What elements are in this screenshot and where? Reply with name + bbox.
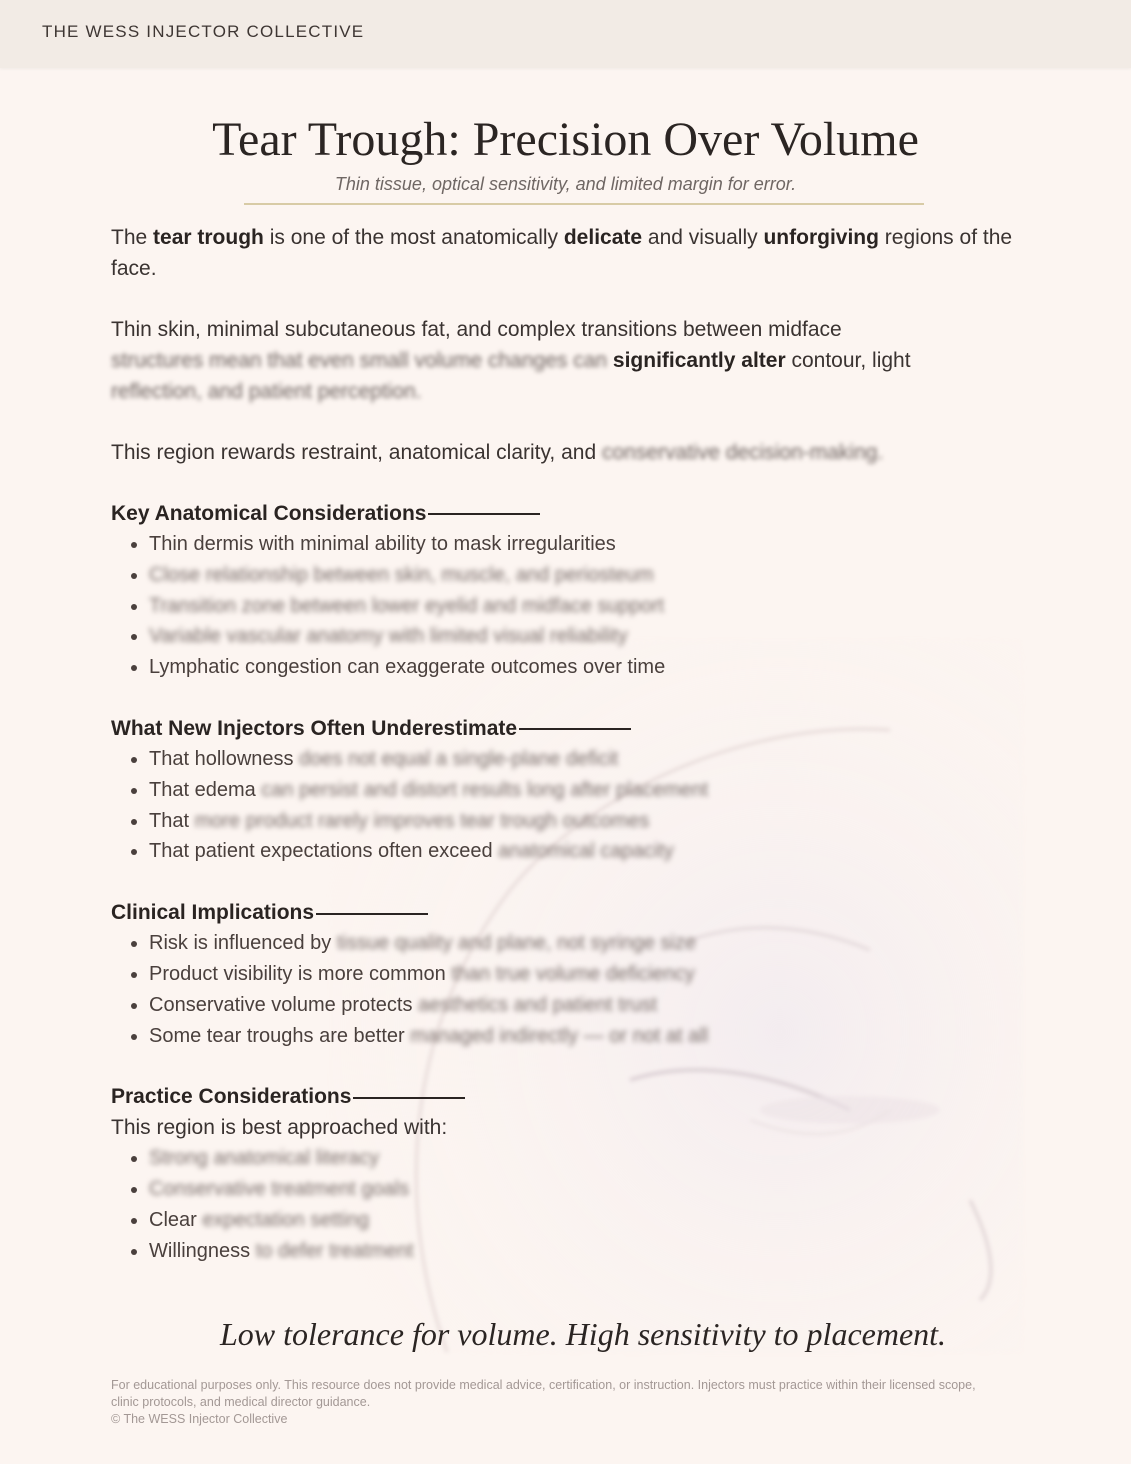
sections (111, 498, 1041, 1267)
list-item-text-faded: anatomical capacity (498, 840, 674, 863)
heading-rule (519, 728, 631, 730)
text: and visually (642, 226, 764, 249)
text: structures mean that even small volume changes can (111, 349, 613, 372)
list-item (149, 775, 1041, 806)
list-item-text: Risk is influenced by (149, 932, 337, 955)
list-item (149, 1174, 1041, 1205)
list-item-text-faded: tissue quality and plane, not syringe size (336, 932, 696, 955)
tissue-paragraph (111, 314, 1041, 407)
brand-name: THE WESS INJECTOR COLLECTIVE (42, 22, 365, 41)
list-item-text: That hollowness (149, 747, 300, 770)
list-item (149, 1143, 1041, 1174)
list-item-text-faded: more product rarely improves tear trough outcomes (194, 809, 650, 832)
section-heading-text: Clinical Implications (111, 901, 315, 925)
text: regions of the face. (111, 226, 1013, 280)
bullet-list (111, 529, 1041, 683)
text: is one of the most anatomically (263, 226, 564, 249)
section-heading-text: Key Anatomical Considerations (111, 502, 427, 525)
list-item (149, 621, 1041, 652)
list-item-text-faded: managed indirectly — or not at all (410, 1024, 709, 1047)
list-item-text: Product visibility is more common (149, 962, 452, 985)
text: This region rewards restraint, anatomical clarity, and (111, 441, 602, 464)
list-item (149, 928, 1041, 959)
list-item-text: Thin dermis with minimal ability to mask irregularities (149, 533, 616, 555)
list-item-text-faded: aesthetics and patient trust (418, 993, 658, 1016)
bullet-list (111, 928, 1041, 1051)
list-item-text: Willingness (149, 1239, 256, 1262)
list-item-text: Some tear troughs are better (149, 1024, 411, 1047)
section-intro: This region is best approached with: (111, 1116, 448, 1140)
list-item-text-faded: can persist and distort results long after placement (261, 778, 709, 801)
list-item (149, 1205, 1041, 1236)
intro-paragraph (111, 222, 1041, 284)
list-item-text-faded: Strong anatomical literacy (149, 1147, 380, 1170)
list-item-text-faded: Conservative treatment goals (149, 1178, 410, 1201)
disclaimer (111, 1377, 1031, 1428)
section-heading (111, 897, 1041, 928)
text: The (111, 226, 154, 249)
text: reflection, and patient perception. (111, 380, 422, 403)
page-subtitle: Thin tissue, optical sensitivity, and limited margin for error. (334, 174, 797, 194)
section-heading (111, 498, 1041, 529)
emphasis: delicate (563, 226, 643, 249)
bullet-list (111, 1143, 1041, 1266)
section-heading-text: Practice Considerations (111, 1085, 352, 1109)
list-item (149, 959, 1041, 990)
disclaimer-line: clinic protocols, and medical director guidance. (111, 1395, 371, 1409)
list-item (149, 806, 1041, 837)
text: Thin skin, minimal subcutaneous fat, and complex transitions between midface (111, 318, 842, 341)
tagline: Low tolerance for volume. High sensitivity to placement. (219, 1316, 947, 1352)
section-heading-text: What New Injectors Often Underestimate (111, 716, 518, 740)
list-item-text: Clear (149, 1208, 203, 1231)
top-bar (0, 0, 1131, 68)
copyright: © The WESS Injector Collective (111, 1412, 288, 1426)
bullet-list (111, 744, 1041, 867)
list-item (149, 836, 1041, 867)
title-divider (244, 203, 924, 205)
disclaimer-line: For educational purposes only. This resource does not provide medical advice, certification, or instruction. Injectors must practice within their licensed scope, (111, 1378, 976, 1392)
list-item (149, 529, 1041, 560)
section-heading (111, 713, 1041, 744)
list-item-text: That edema (149, 778, 262, 801)
list-item (149, 652, 1041, 683)
list-item-text-faded: to defer treatment (255, 1239, 414, 1262)
main-content (111, 222, 1041, 1297)
emphasis: tear trough (153, 226, 264, 249)
list-item-text: Lymphatic congestion can exaggerate outcomes over time (149, 656, 666, 679)
list-item-text: That patient expectations often exceed (149, 840, 499, 863)
heading-rule (316, 913, 428, 915)
list-item (149, 1236, 1041, 1267)
emphasis: unforgiving (763, 226, 879, 249)
list-item-text-faded: does not equal a single-plane deficit (299, 747, 619, 770)
list-item-text: Conservative volume protects (149, 993, 419, 1016)
list-item-text-faded: Variable vascular anatomy with limited visual reliability (149, 625, 628, 648)
section-heading (111, 1081, 1041, 1112)
heading-rule (428, 513, 540, 515)
list-item-text: That (149, 809, 195, 832)
list-item (149, 591, 1041, 622)
heading-rule (353, 1097, 465, 1099)
list-item-text-faded: expectation setting (202, 1208, 370, 1231)
text: conservative decision-making. (601, 441, 884, 464)
page-title: Tear Trough: Precision Over Volume (212, 113, 919, 166)
list-item (149, 744, 1041, 775)
list-item (149, 1021, 1041, 1052)
text: contour, light (785, 349, 911, 372)
list-item (149, 990, 1041, 1021)
emphasis: significantly alter (612, 349, 786, 372)
list-item-text-faded: Transition zone between lower eyelid and midface support (149, 594, 665, 617)
restraint-paragraph (111, 437, 1041, 468)
list-item-text-faded: Close relationship between skin, muscle, and periosteum (149, 563, 654, 586)
list-item (149, 560, 1041, 591)
list-item-text-faded: than true volume deficiency (451, 962, 695, 985)
